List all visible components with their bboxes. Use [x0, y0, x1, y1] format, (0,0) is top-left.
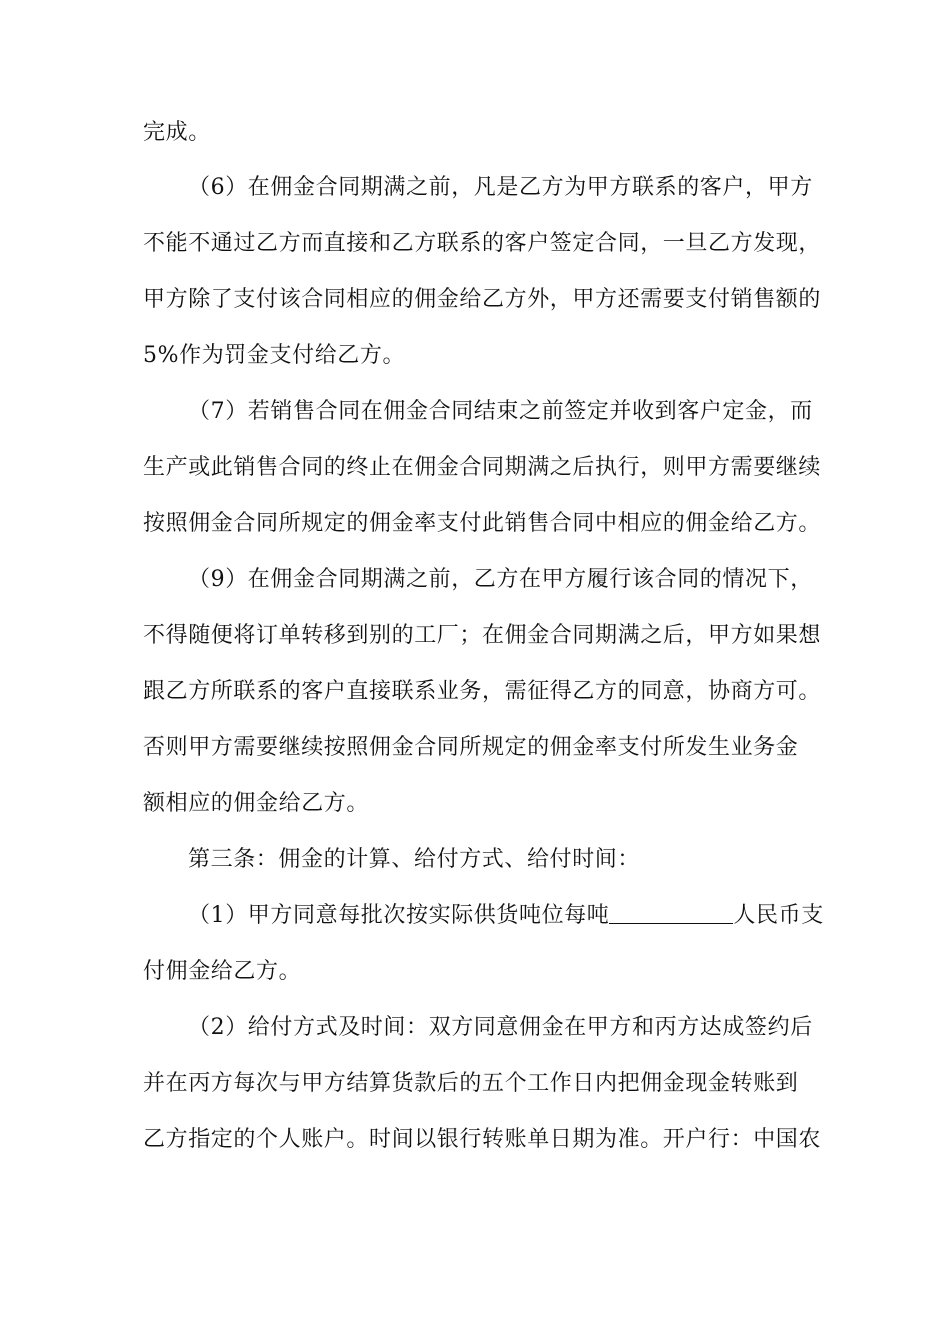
- text-line: 完成。: [143, 120, 211, 145]
- text-line: 付佣金给乙方。: [143, 959, 302, 984]
- text-line: 额相应的佣金给乙方。: [143, 791, 370, 816]
- text-line: 跟乙方所联系的客户直接联系业务，需征得乙方的同意，协商方可。: [143, 679, 822, 704]
- text-line: 乙方指定的个人账户。时间以银行转账单日期为准。开户行：中国农: [143, 1127, 822, 1152]
- text-segment: 人民币支: [733, 903, 824, 928]
- text-line: 甲方除了支付该合同相应的佣金给乙方外，甲方还需要支付销售额的: [143, 287, 822, 312]
- text-line: 否则甲方需要继续按照佣金合同所规定的佣金率支付所发生业务金: [143, 735, 799, 760]
- text-line: 并在丙方每次与甲方结算货款后的五个工作日内把佣金现金转账到: [143, 1071, 799, 1096]
- text-segment: （1）甲方同意每批次按实际供货吨位每吨: [188, 903, 610, 928]
- text-line: [188, 896, 824, 936]
- text-line: （7）若销售合同在佣金合同结束之前签定并收到客户定金，而: [188, 399, 813, 424]
- text-line: 5%作为罚金支付给乙方。: [143, 343, 406, 368]
- section-heading: 第三条：佣金的计算、给付方式、给付时间：: [188, 847, 641, 872]
- text-line: （2）给付方式及时间：双方同意佣金在甲方和丙方达成签约后: [188, 1015, 813, 1040]
- fill-in-blank[interactable]: [609, 901, 733, 924]
- text-line: （9）在佣金合同期满之前，乙方在甲方履行该合同的情况下，: [188, 567, 813, 592]
- text-line: 不能不通过乙方而直接和乙方联系的客户签定合同，一旦乙方发现，: [143, 231, 822, 256]
- text-line: （6）在佣金合同期满之前，凡是乙方为甲方联系的客户，甲方: [188, 175, 813, 200]
- text-line: 生产或此销售合同的终止在佣金合同期满之后执行，则甲方需要继续: [143, 455, 822, 480]
- text-line: 不得随便将订单转移到别的工厂；在佣金合同期满之后，甲方如果想: [143, 623, 822, 648]
- text-line: 按照佣金合同所规定的佣金率支付此销售合同中相应的佣金给乙方。: [143, 511, 822, 536]
